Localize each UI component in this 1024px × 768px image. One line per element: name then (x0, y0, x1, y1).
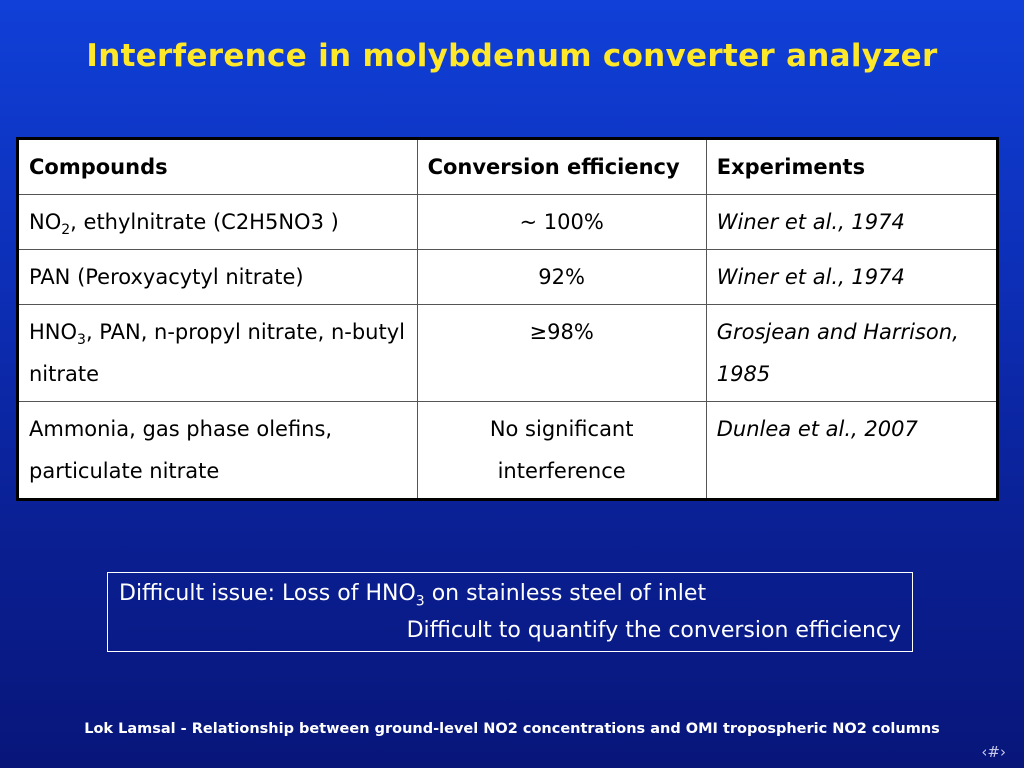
compound-cell: $NO_2$, ethylnitrate (C2H5NO3 ) (18, 195, 418, 250)
header-experiments: Experiments (706, 139, 997, 195)
efficiency-cell: No significant interference (417, 402, 706, 500)
note-line-2: Difficult to quantify the conversion efficiency (406, 618, 901, 643)
table-row (18, 195, 998, 250)
page-number: ‹#› (981, 743, 1006, 761)
note-box (107, 572, 913, 652)
experiment-cell: Grosjean and Harrison, 1985 (706, 305, 997, 402)
experiment-cell: Dunlea et al., 2007 (706, 402, 997, 500)
experiment-cell: Winer et al., 1974 (706, 195, 997, 250)
table-row (18, 250, 998, 305)
note-line-1: Difficult issue: Loss of $HNO_3$ on stainless steel of inlet (119, 581, 707, 610)
efficiency-cell: ≥98% (417, 305, 706, 402)
slide-title: Interference in molybdenum converter analyzer (86, 38, 938, 74)
table-row (18, 305, 998, 402)
experiment-cell: Winer et al., 1974 (706, 250, 997, 305)
table-header-row (18, 139, 998, 195)
compound-cell: PAN (Peroxyacytyl nitrate) (18, 250, 418, 305)
interference-table (16, 137, 999, 501)
efficiency-cell: ~ 100% (417, 195, 706, 250)
table-row (18, 402, 998, 500)
efficiency-cell: 92% (417, 250, 706, 305)
compound-cell: Ammonia, gas phase olefins, particulate nitrate (18, 402, 418, 500)
compound-cell: $HNO_3$, PAN, n-propyl nitrate, n-butyl nitrate (18, 305, 418, 402)
header-conversion-efficiency: Conversion efficiency (417, 139, 706, 195)
header-compounds: Compounds (18, 139, 418, 195)
footer-text: Lok Lamsal - Relationship between ground-level NO2 concentrations and OMI tropospheric NO2 columns (84, 721, 940, 737)
